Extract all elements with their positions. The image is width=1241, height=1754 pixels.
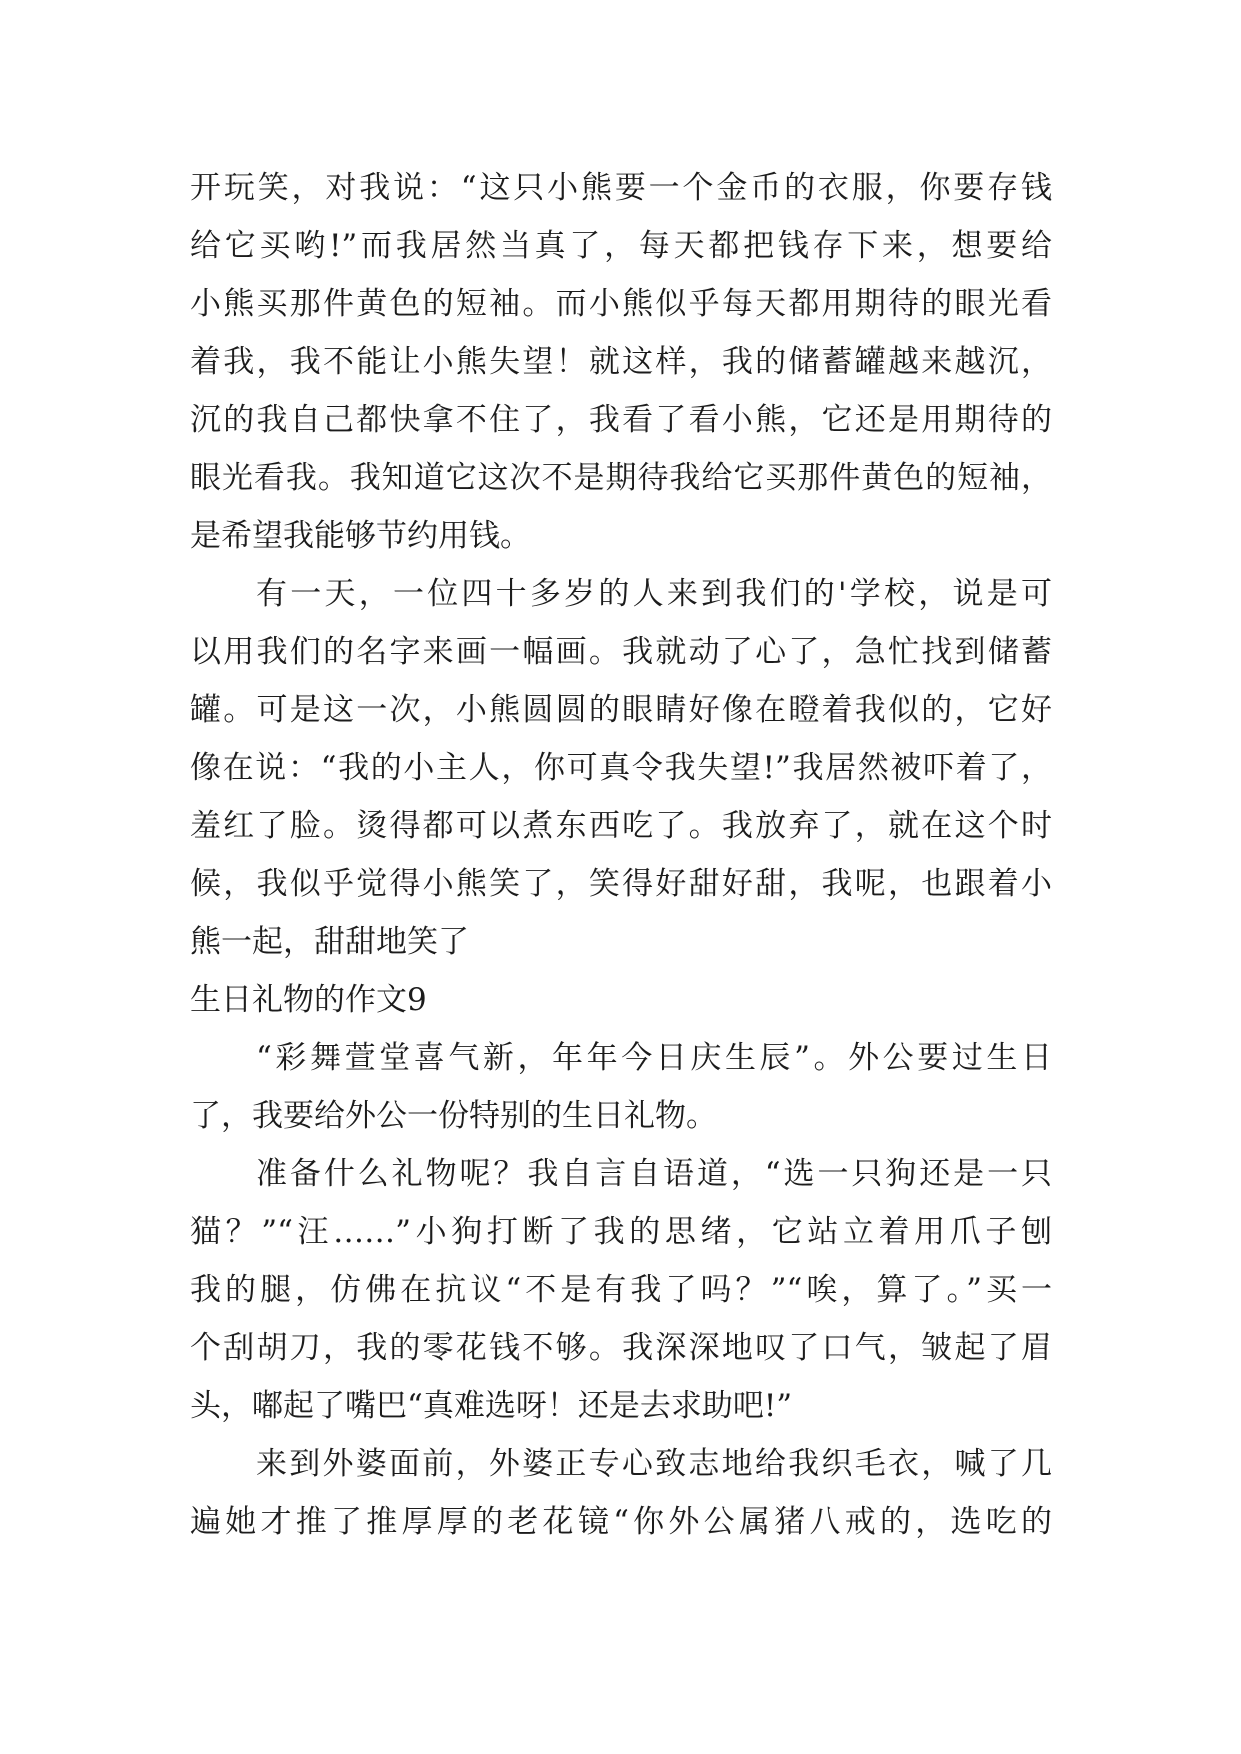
essay-title: 生日礼物的作文9 [190, 982, 427, 1018]
text-line: 以用我们的名字来画一幅画。我就动了心了，急忙找到储蓄 [190, 634, 1052, 670]
text-line: 小熊买那件黄色的短袖。而小熊似乎每天都用期待的眼光看 [190, 286, 1052, 322]
paragraph [190, 159, 1052, 565]
text-line: 像在说：“我的小主人，你可真令我失望!”我居然被吓着了， [190, 750, 1052, 786]
document-body [190, 159, 1052, 1551]
text-line: 个刮胡刀，我的零花钱不够。我深深地叹了口气，皱起了眉 [190, 1330, 1052, 1366]
text-line: 熊一起，甜甜地笑了 [190, 924, 469, 960]
text-line: 是希望我能够节约用钱。 [190, 518, 531, 554]
paragraph [190, 1145, 1052, 1435]
text-line: 猫？”“汪……”小狗打断了我的思绪，它站立着用爪子刨 [190, 1214, 1052, 1250]
text-line: 了，我要给外公一份特别的生日礼物。 [190, 1098, 717, 1134]
text-line: 候，我似乎觉得小熊笑了，笑得好甜好甜，我呢，也跟着小 [190, 866, 1052, 902]
text-line: 给它买哟!”而我居然当真了，每天都把钱存下来，想要给 [190, 228, 1052, 264]
text-line: 准备什么礼物呢？我自言自语道，“选一只狗还是一只 [256, 1156, 1052, 1192]
text-line: “彩舞萱堂喜气新，年年今日庆生辰”。外公要过生日 [256, 1040, 1052, 1076]
text-line: 遍她才推了推厚厚的老花镜“你外公属猪八戒的，选吃的 [190, 1504, 1052, 1540]
paragraph [190, 565, 1052, 971]
text-line: 来到外婆面前，外婆正专心致志地给我织毛衣，喊了几 [256, 1446, 1052, 1482]
text-line: 沉的我自己都快拿不住了，我看了看小熊，它还是用期待的 [190, 402, 1052, 438]
text-line: 我的腿，仿佛在抗议“不是有我了吗？”“唉，算了。”买一 [190, 1272, 1052, 1308]
paragraph [190, 1435, 1052, 1551]
text-line: 开玩笑，对我说：“这只小熊要一个金币的衣服，你要存钱 [190, 170, 1052, 206]
text-line: 头，嘟起了嘴巴“真难选呀！还是去求助吧!” [190, 1388, 793, 1424]
paragraph [190, 1029, 1052, 1145]
text-line: 罐。可是这一次，小熊圆圆的眼睛好像在瞪着我似的，它好 [190, 692, 1052, 728]
text-line: 羞红了脸。烫得都可以煮东西吃了。我放弃了，就在这个时 [190, 808, 1052, 844]
text-line: 眼光看我。我知道它这次不是期待我给它买那件黄色的短袖， [190, 460, 1052, 496]
text-line: 着我，我不能让小熊失望！就这样，我的储蓄罐越来越沉， [190, 344, 1052, 380]
text-line: 有一天，一位四十多岁的人来到我们的'学校，说是可 [256, 576, 1052, 612]
